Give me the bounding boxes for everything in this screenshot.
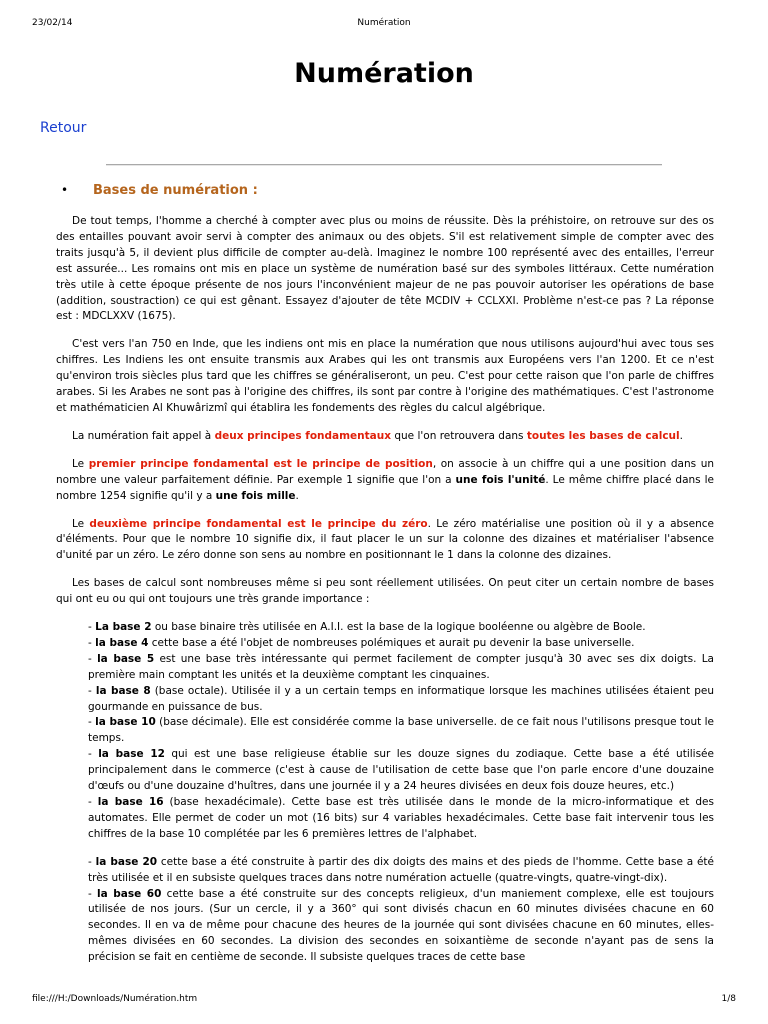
list-item: - la base 60 cette base a été construite sur des concepts religieux, d'un maniement complexe, elle est toujours utilisée de nos jours. (Sur un cercle, il y a 360° qui sont divisés chacun en 60 minutes divisées chacune en 60 secondes. Il en va de même pour chacune des heures de la journée qui sont divisées chacune en 60 minutes, elles-mêmes divisées en 60 secondes. La division des secondes en soixantième de seconde n'ayant pas de sens la précision se fait en centième de seconde. Il subsiste quelques traces de cette base (88, 887, 714, 964)
article-body (56, 214, 714, 966)
paragraph-history: C'est vers l'an 750 en Inde, que les indiens ont mis en place la numération que nous utilisons aujourd'hui avec tous ses chiffres. Les Indiens les ont ensuite transmis aux Arabes qui les ont transmis aux Européens vers l'an 1200. Et ce n'est qu'environ trois siècles plus tard que les chiffres se généraliseront, un peu. C'est pour cette raison que l'on parle de chiffres arabes. Si les Arabes ne sont pas à l'origine des chiffres, ils sont par contre à l'origine des mathématiques. C'est l'astronome et mathématicien Al Khuwârizmî qui établira les fondements des règles du calcul algébrique. (56, 338, 714, 414)
bold-text: une fois l'unité (455, 473, 546, 486)
emphasis-text: toutes les bases de calcul (526, 429, 680, 442)
back-link[interactable]: Retour (40, 120, 87, 136)
emphasis-text: deux principes fondamentaux (214, 429, 392, 442)
list-item: - la base 20 cette base a été construite à partir des dix doigts des mains et des pieds de l'homme. Cette base a été très utilisée et il en subsiste quelques traces dans notre numération actuelle (quatre-vingts, quatre-vingt-dix). (88, 855, 714, 884)
print-footer (0, 994, 768, 1008)
list-item: - la base 12 qui est une base religieuse établie sur les douze signes du zodiaque. Cette base a été utilisée principalement dans le commerce (c'est à cause de l'utilisation de cette base que l'on parle encore d'une douzaine d'œufs ou d'une douzaine d'huîtres, dans une journée il y a 24 heures divisées en deux fois douze heures, etc.) (88, 748, 714, 793)
section-title: Bases de numération : (93, 183, 258, 198)
list-item: - la base 5 est une base très intéressante qui permet facilement de compter jusqu'à 30 avec ses dix doigts. La première main comptant les unités et la deuxième comptant les cinquaines. (88, 652, 714, 681)
bases-list (88, 620, 714, 966)
bold-text: une fois mille (215, 489, 296, 502)
page-number: 1/8 (721, 994, 736, 1004)
list-item: - la base 8 (base octale). Utilisée il y a un certain temps en informatique lorsque les machines utilisées étaient peu gourmande en puissance de bus. (88, 684, 714, 713)
bullet-icon: • (61, 183, 69, 197)
paragraph-position-principle: Le premier principe fondamental est le principe de position, on associe à un chiffre qui a une position dans un nombre une valeur parfaitement définie. Par exemple 1 signifie que l'on a une fois l'unité. Le même chiffre placé dans le nombre 1254 signifie qu'il y a une fois mille. (56, 457, 715, 502)
horizontal-divider (106, 164, 662, 166)
paragraph-bases-intro: Les bases de calcul sont nombreuses même si peu sont réellement utilisées. On peut citer un certain nombre de bases qui ont eu ou qui ont toujours une très grande importance : (56, 577, 714, 606)
list-item: - la base 16 (base hexadécimale). Cette base est très utilisée dans le monde de la micro-informatique et des automates. Elle permet de coder un mot (16 bits) sur 4 variables hexadécimales. Cette base fait intervenir tous les chiffres de la base 10 complétée par les 6 premières lettres de l'alphabet. (88, 796, 714, 840)
emphasis-text: premier principe fondamental est le principe de position (88, 457, 433, 470)
print-date: 23/02/14 (32, 18, 73, 28)
paragraph-zero-principle: Le deuxième principe fondamental est le principe du zéro. Le zéro matérialise une position où il y a absence d'éléments. Pour que le nombre 10 signifie dix, il faut placer le un sur la colonne des dizaines et matérialiser l'absence d'unité par un zéro. Le zéro donne son sens au nombre en positionnant le 1 dans la colonne des dizaines. (56, 517, 714, 562)
list-item: - La base 2 ou base binaire très utilisée en A.I.I. est la base de la logique booléenne ou algèbre de Boole. (88, 621, 646, 634)
paragraph-principles: La numération fait appel à deux principes fondamentaux que l'on retrouvera dans toutes les bases de calcul. (72, 429, 683, 442)
print-header (0, 18, 768, 32)
list-item: - la base 10 (base décimale). Elle est considérée comme la base universelle. de ce fait nous l'utilisons presque tout le temps. (88, 716, 714, 745)
print-title: Numération (357, 18, 411, 28)
print-url: file:///H:/Downloads/Numération.htm (32, 994, 198, 1004)
emphasis-text: deuxième principe fondamental est le principe du zéro (89, 517, 428, 530)
paragraph-intro: De tout temps, l'homme a cherché à compter avec plus ou moins de réussite. Dès la préhistoire, on retrouve sur des os des entailles pouvant avoir servi à compter des animaux ou des objets. S'il est relativement simple de compter avec des traits jusqu'à 5, il devient plus difficile de compter au-delà. Imaginez le nombre 100 représenté avec des entailles, l'erreur est assurée... Les romains ont mis en place un système de numération basé sur des symboles littéraux. Cette numération très utile à cette époque présente de nos jours l'inconvénient majeur de ne pas pouvoir autoriser les opérations de base (addition, soustraction) ce qui est gênant. Essayez d'ajouter de tête MCDIV + CCLXXI. Problème n'est-ce pas ? La réponse est : MDCLXXV (1675). (56, 215, 714, 323)
list-item: - la base 4 cette base a été l'objet de nombreuses polémiques et aurait pu devenir la base universelle. (88, 636, 635, 649)
page-title: Numération (294, 58, 474, 89)
